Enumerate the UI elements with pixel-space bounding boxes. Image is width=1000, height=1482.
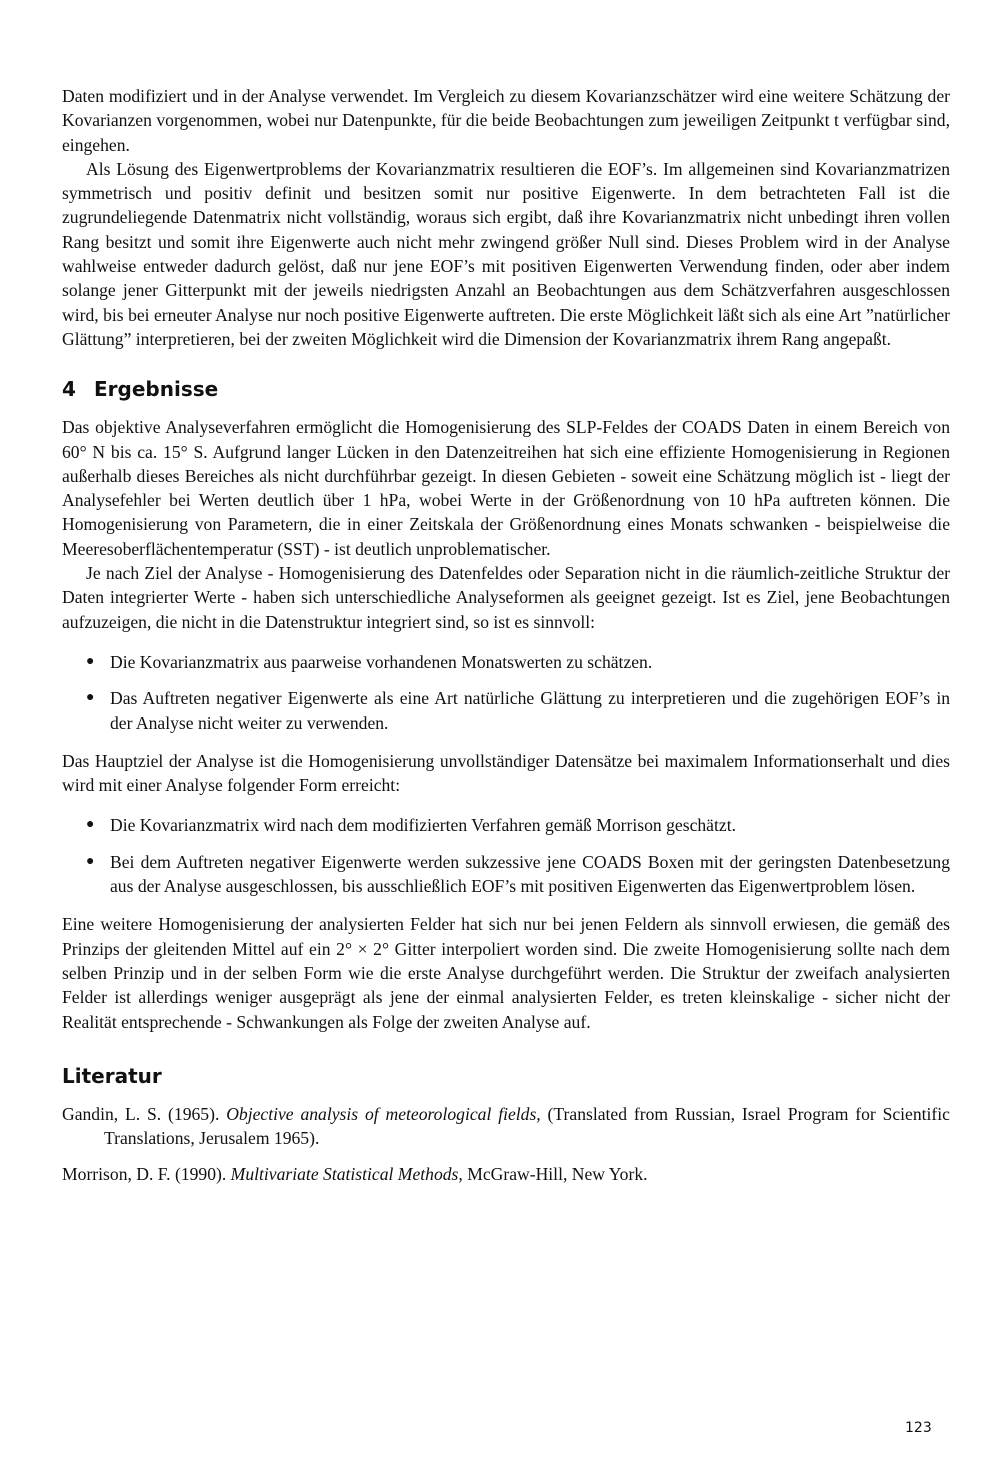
section-paragraph-1: Das objektive Analyseverfahren ermöglicht die Homogenisierung des SLP-Feldes der COADS Daten in einem Bereich von 60° N bis ca. 15° S. Aufgrund langer Lücken in den Datenzeitreihen hat sich eine effiziente Homogenisierung in Regionen außerhalb dieses Bereiches als nicht durchführbar gezeigt. In diesen Gebieten - soweit eine Schätzung möglich ist - liegt der Analysefehler bei Werten deutlich über 1 hPa, wobei Werte in der Größenordnung von 10 hPa auftreten können. Die Homogenisierung von Parametern, die in einer Zeitskala der Größenordnung eines Monats schwanken - beispielweise die Meeresoberflächentemperatur (SST) - ist deutlich unproblematischer. <box>62 417 950 559</box>
reference-list <box>62 1102 950 1187</box>
bullet-icon: ● <box>86 653 95 669</box>
reference-item: Morrison, D. F. (1990). Multivariate Statistical Methods, McGraw-Hill, New York. <box>62 1164 648 1185</box>
bullet-icon: ● <box>86 817 95 833</box>
page-number: 123 <box>905 1420 932 1436</box>
intro-paragraph-1: Daten modifiziert und in der Analyse verwendet. Im Vergleich zu diesem Kovarianzschätzer wird eine weitere Schätzung der Kovarianzen vorgenommen, wobei nur Datenpunkte, für die beide Beobachtungen zum jeweiligen Zeitpunkt t verfügbar sind, eingehen. <box>62 86 950 155</box>
section-heading <box>62 377 950 401</box>
section-paragraph-2: Je nach Ziel der Analyse - Homogenisierung des Datenfeldes oder Separation nicht in die räumlich-zeitliche Struktur der Daten integrierter Werte - haben sich unterschiedliche Analyseformen als geeignet gezeigt. Ist es Ziel, jene Beobachtungen aufzuzeigen, die nicht in die Datenstruktur integriert sind, so ist es sinnvoll: <box>62 563 950 632</box>
list-item: ● Bei dem Auftreten negativer Eigenwerte werden sukzessive jene COADS Boxen mit der geringsten Datenbesetzung aus der Analyse ausgeschlossen, bis ausschließlich EOF’s mit positiven Eigenwerten das Eigenwertproblem lösen. <box>86 851 950 897</box>
reference-item: Gandin, L. S. (1965). Objective analysis of meteorological fields, (Translated from Russian, Israel Program for Scientific Translations, Jerusalem 1965). <box>62 1103 950 1149</box>
reference-title: Multivariate Statistical Methods, <box>230 1164 463 1185</box>
bullet-list-1 <box>62 650 950 735</box>
page-content <box>62 84 950 1199</box>
list-item: ● Das Auftreten negativer Eigenwerte als eine Art natürliche Glättung zu interpretieren und die zugehörigen EOF’s in der Analyse nicht weiter zu verwenden. <box>86 688 950 733</box>
bullet-icon: ● <box>86 853 95 869</box>
bullet-list-2 <box>62 813 950 898</box>
section-number: 4 <box>62 377 76 402</box>
list-item: ● Die Kovarianzmatrix aus paarweise vorhandenen Monatswerten zu schätzen. <box>62 650 950 674</box>
intro-paragraph-2: Als Lösung des Eigenwertproblems der Kovarianzmatrix resultieren die EOF’s. Im allgemeinen sind Kovarianzmatrizen symmetrisch und positiv definit und besitzen somit nur positive Eigenwerte. In dem betrachteten Fall ist die zugrundeliegende Datenmatrix nicht vollständig, woraus sich ergibt, daß ihre Kovarianzmatrix nicht unbedingt ihren vollen Rang besitzt und somit ihre Eigenwerte auch nicht mehr zwingend größer Null sind. Dieses Problem wird in der Analyse wahlweise entweder dadurch gelöst, daß nur jene EOF’s mit positiven Eigenwerten Verwendung finden, oder aber indem solange jener Gitterpunkt mit der jeweils niedrigsten Anzahl an Beobachtungen aus dem Schätzverfahren ausgeschlossen wird, bis bei erneuter Analyse nur noch positive Eigenwerte auftreten. Die erste Möglichkeit läßt sich als eine Art ”natürlicher Glättung” interpretieren, bei der zweiten Möglichkeit wird die Dimension der Kovarianzmatrix ihrem Rang angepaßt. <box>62 158 950 349</box>
section-title: Ergebnisse <box>94 377 219 402</box>
list-item: ● Die Kovarianzmatrix wird nach dem modifizierten Verfahren gemäß Morrison geschätzt. <box>62 813 950 837</box>
bullet-icon: ● <box>86 690 95 706</box>
reference-title: Objective analysis of meteorological fields, <box>226 1103 541 1124</box>
section-paragraph-4: Eine weitere Homogenisierung der analysierten Felder hat sich nur bei jenen Feldern als sinnvoll erwiesen, die gemäß des Prinzips der gleitenden Mittel auf ein 2° × 2° Gitter interpoliert worden sind. Die zweite Homogenisierung sollte nach dem selben Prinzip und in der selben Form wie die erste Analyse durchgeführt werden. Die Struktur der zweifach analysierten Felder ist allerdings weniger ausgeprägt als jene der einmal analysierten Felder, es treten kleinskalige - sicher nicht der Realität entsprechende - Schwankungen als Folge der zweiten Analyse auf. <box>62 914 950 1032</box>
section-paragraph-3: Das Hauptziel der Analyse ist die Homogenisierung unvollständiger Datensätze bei maximalem Informationserhalt und dies wird mit einer Analyse folgender Form erreicht: <box>62 750 950 796</box>
literatur-heading: Literatur <box>62 1063 162 1088</box>
